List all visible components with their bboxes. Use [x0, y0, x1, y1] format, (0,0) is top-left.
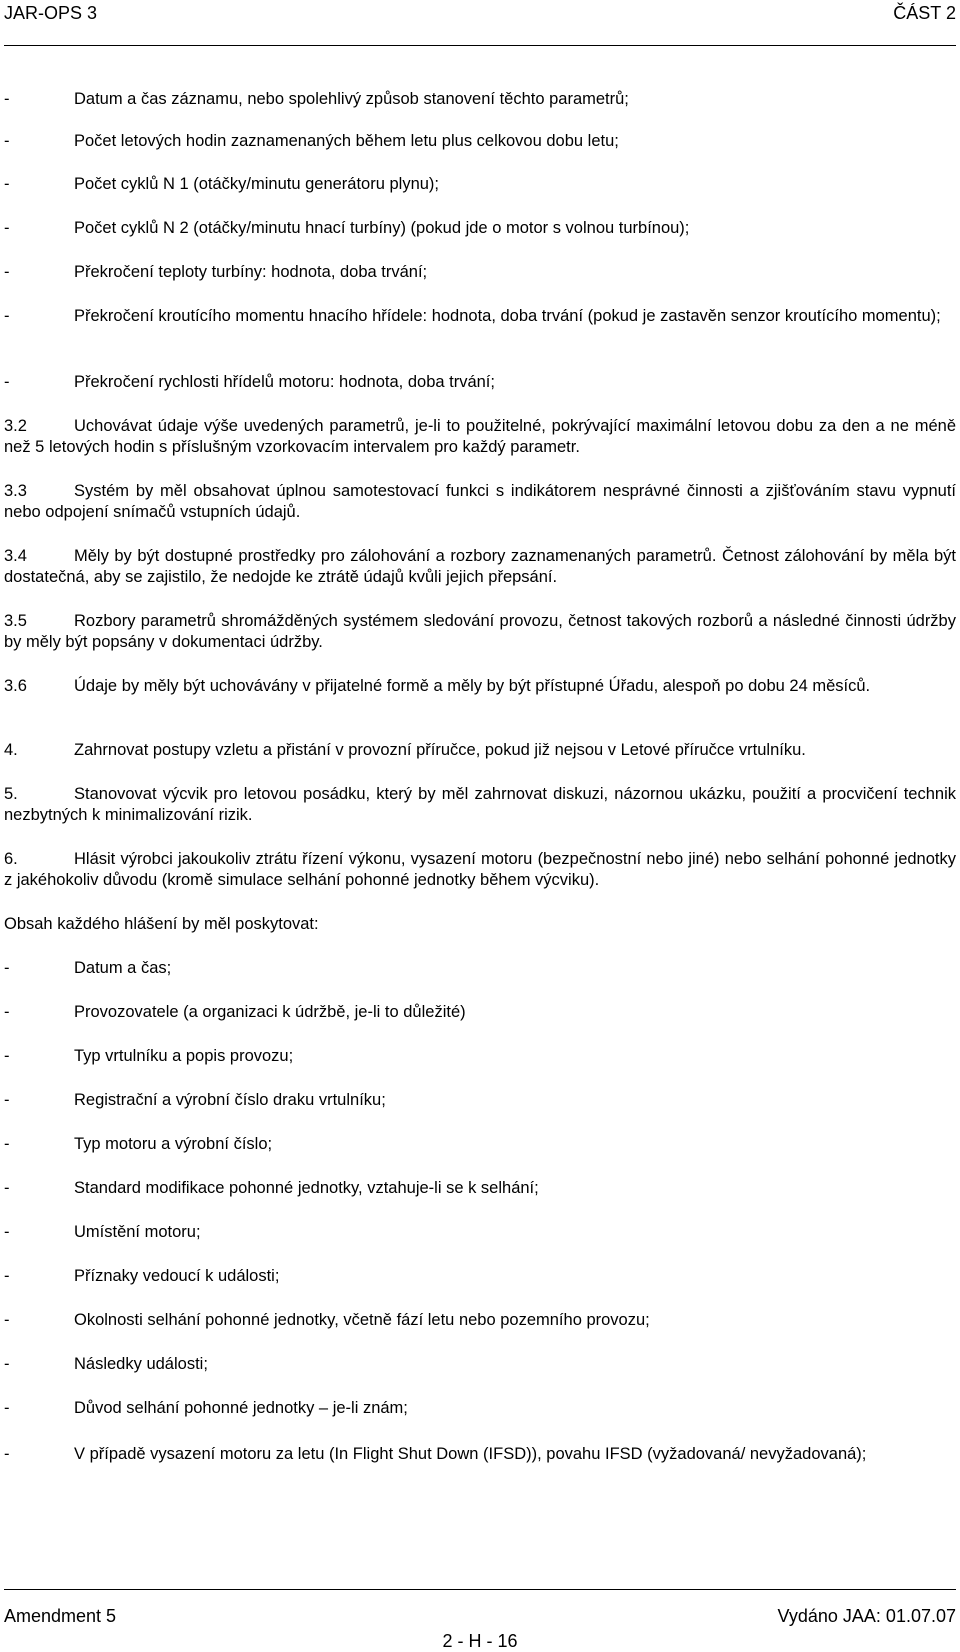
bullet-marker: -: [4, 307, 10, 325]
footer-divider: [4, 1589, 956, 1590]
document-code: JAR-OPS 3: [4, 3, 98, 23]
bullet-item: [4, 1266, 956, 1287]
bullet-text: Typ motoru a výrobní číslo;: [74, 1135, 273, 1153]
paragraph-number: 5.: [4, 785, 18, 803]
paragraph-number: 3.4: [4, 547, 27, 565]
paragraph-text-wrapper: [4, 481, 956, 523]
bullet-marker: -: [4, 1135, 10, 1153]
bullet-item: [4, 1134, 956, 1155]
bullet-marker: -: [4, 373, 10, 391]
bullet-item: [4, 958, 956, 979]
bullet-item: [4, 218, 956, 239]
numbered-paragraph: [4, 546, 956, 588]
bullet-item: [4, 174, 956, 195]
numbered-paragraph: [4, 611, 956, 653]
paragraph-number: 3.6: [4, 677, 27, 695]
bullet-marker: -: [4, 959, 10, 977]
intro-paragraph: [4, 914, 956, 935]
bullet-item: [4, 1178, 956, 1199]
bullet-marker: -: [4, 219, 10, 237]
bullet-text: Standard modifikace pohonné jednotky, vztahuje-li se k selhání;: [74, 1179, 539, 1197]
paragraph-text-wrapper: [4, 676, 956, 697]
bullet-marker: -: [4, 1091, 10, 1109]
bullet-text: Datum a čas;: [74, 959, 172, 977]
paragraph-number: 3.2: [4, 417, 27, 435]
bullet-text: Registrační a výrobní číslo draku vrtulníku;: [74, 1091, 386, 1109]
bullet-item: [4, 1046, 956, 1067]
issue-date: Vydáno JAA: 01.07.07: [777, 1606, 956, 1626]
paragraph-text-wrapper: [4, 611, 956, 653]
numbered-paragraph: [4, 416, 956, 458]
paragraph-text-wrapper: [4, 416, 956, 458]
paragraph-number: 4.: [4, 741, 18, 759]
bullet-marker: -: [4, 90, 10, 108]
bullet-item: [4, 1002, 956, 1023]
bullet-marker: -: [4, 1047, 10, 1065]
numbered-paragraph: [4, 676, 956, 697]
paragraph-text: Rozbory parametrů shromážděných systémem sledování provozu, četnost takových rozborů a následné činnosti údržby by měly být popsány v dokumentaci údržby.: [4, 612, 956, 651]
bullet-text: Typ vrtulníku a popis provozu;: [74, 1047, 294, 1065]
paragraph-number: 6.: [4, 850, 18, 868]
paragraph-text-wrapper: [4, 546, 956, 588]
paragraph-text-wrapper: [4, 1444, 956, 1465]
paragraph-text: Měly by být dostupné prostředky pro zálohování a rozbory zaznamenaných parametrů. Četnost zálohování by měla být dostatečná, aby se zajistilo, že nedojde ke ztrátě údajů kvůli jejich přepsání.: [4, 547, 956, 586]
paragraph-text: Uchovávat údaje výše uvedených parametrů, je-li to použitelné, pokrývající maximální letovou dobu za den a ne méně než 5 letových hodin s příslušným vzorkovacím intervalem pro každý parametr.: [4, 417, 956, 456]
bullet-text: Umístění motoru;: [74, 1223, 201, 1241]
bullet-marker: -: [4, 1223, 10, 1241]
bullet-marker: -: [4, 1399, 10, 1417]
bullet-text: Provozovatele (a organizaci k údržbě, je-li to důležité): [74, 1003, 466, 1021]
numbered-paragraph: [4, 481, 956, 523]
paragraph-text: Hlásit výrobci jakoukoliv ztrátu řízení výkonu, vysazení motoru (bezpečnostní nebo jiné) nebo selhání pohonné jednotky z jakéhokoliv důvodu (kromě simulace selhání pohonné jednotky během výcviku).: [4, 850, 956, 889]
bullet-text: Datum a čas záznamu, nebo spolehlivý způsob stanovení těchto parametrů;: [74, 90, 629, 108]
bullet-item: [4, 89, 956, 110]
bullet-item: [4, 1398, 956, 1419]
paragraph-number: 3.3: [4, 482, 27, 500]
bullet-item: [4, 1310, 956, 1331]
bullet-marker: -: [4, 132, 10, 150]
bullet-item: [4, 1222, 956, 1243]
paragraph-text-wrapper: [4, 849, 956, 891]
bullet-marker: -: [4, 1311, 10, 1329]
bullet-text: Překročení teploty turbíny: hodnota, doba trvání;: [74, 263, 428, 281]
bullet-text: Následky události;: [74, 1355, 208, 1373]
paragraph-text-wrapper: [4, 740, 956, 761]
paragraph-text: Zahrnovat postupy vzletu a přistání v provozní příručce, pokud již nejsou v Letové příručce vrtulníku.: [74, 741, 806, 759]
bullet-item: [4, 262, 956, 283]
header-divider: [4, 45, 956, 46]
paragraph-text: Údaje by měly být uchovávány v přijatelné formě a měly by být přístupné Úřadu, alespoň po dobu 24 měsíců.: [74, 677, 871, 695]
bullet-text: Překročení kroutícího momentu hnacího hřídele: hodnota, doba trvání (pokud je zastavěn senzor kroutícího momentu);: [74, 307, 941, 325]
bullet-marker: -: [4, 175, 10, 193]
paragraph-text: Stanovovat výcvik pro letovou posádku, který by měl zahrnovat diskuzi, názornou ukázku, použití a procvičení technik nezbytných k minimalizování rizik.: [4, 785, 956, 824]
bullet-marker: -: [4, 1003, 10, 1021]
bullet-text: Počet cyklů N 2 (otáčky/minutu hnací turbíny) (pokud jde o motor s volnou turbínou);: [74, 219, 690, 237]
bullet-text: Překročení rychlosti hřídelů motoru: hodnota, doba trvání;: [74, 373, 495, 391]
page-number: 2 - H - 16: [442, 1631, 518, 1651]
bullet-text: Počet cyklů N 1 (otáčky/minutu generátoru plynu);: [74, 175, 440, 193]
amendment-label: Amendment 5: [4, 1606, 117, 1626]
numbered-paragraph: [4, 740, 956, 761]
bullet-text: Počet letových hodin zaznamenaných během letu plus celkovou dobu letu;: [74, 132, 619, 150]
bullet-text: Důvod selhání pohonné jednotky – je-li znám;: [74, 1399, 408, 1417]
document-part: ČÁST 2: [893, 3, 956, 23]
bullet-marker: -: [4, 263, 10, 281]
paragraph-text: V případě vysazení motoru za letu (In Flight Shut Down (IFSD)), povahu IFSD (vyžadovaná/ nevyžadovaná);: [74, 1445, 867, 1463]
bullet-marker: -: [4, 1355, 10, 1373]
intro-text: Obsah každého hlášení by měl poskytovat:: [4, 915, 319, 933]
bullet-marker: -: [4, 1179, 10, 1197]
page-header: [4, 3, 956, 29]
bullet-marker: -: [4, 1267, 10, 1285]
bullet-item: [4, 306, 956, 327]
bullet-item: [4, 1354, 956, 1375]
numbered-paragraph: [4, 1444, 956, 1465]
numbered-paragraph: [4, 849, 956, 891]
bullet-item: [4, 1090, 956, 1111]
bullet-item: [4, 131, 956, 152]
bullet-text: Okolnosti selhání pohonné jednotky, včetně fází letu nebo pozemního provozu;: [74, 1311, 650, 1329]
bullet-item: [4, 372, 956, 393]
numbered-paragraph: [4, 784, 956, 826]
paragraph-number: 3.5: [4, 612, 27, 630]
paragraph-number: -: [4, 1445, 10, 1463]
bullet-text: Příznaky vedoucí k události;: [74, 1267, 280, 1285]
paragraph-text: Systém by měl obsahovat úplnou samotestovací funkci s indikátorem nesprávné činnosti a zjišťováním stavu vypnutí nebo odpojení snímačů vstupních údajů.: [4, 482, 956, 521]
paragraph-text-wrapper: [4, 784, 956, 826]
